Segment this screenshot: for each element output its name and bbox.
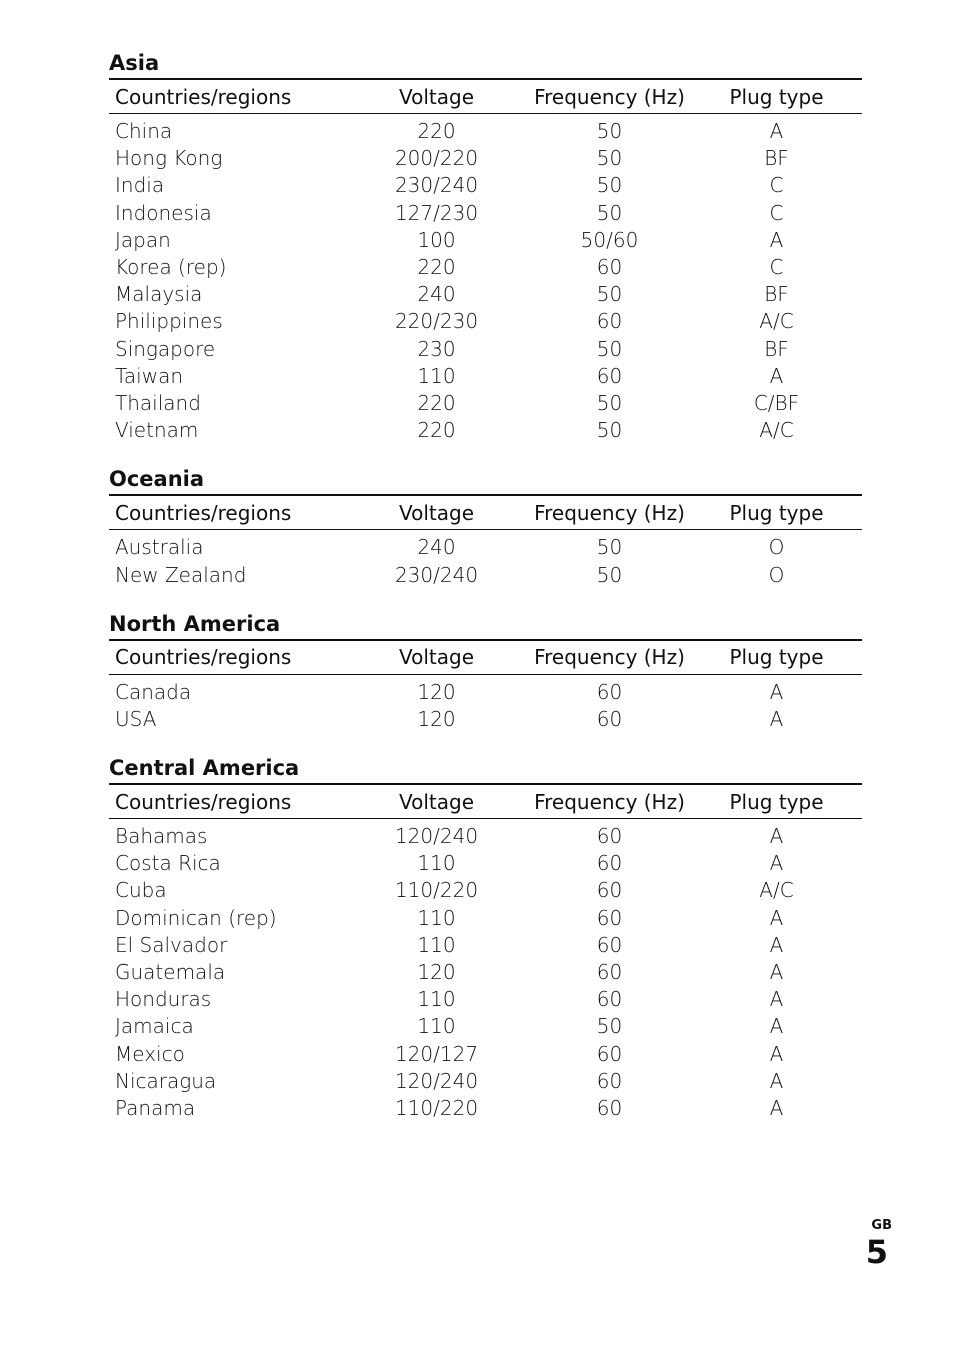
table-row — [109, 905, 862, 932]
plug-type-cell: O — [768, 535, 785, 560]
table-row — [109, 390, 862, 417]
country-cell: USA — [115, 706, 157, 731]
voltage-cell: 120 — [417, 706, 456, 731]
table-row — [109, 145, 862, 172]
region-section — [109, 46, 862, 444]
voltage-cell: 220 — [417, 390, 456, 415]
plug-type-cell: A — [769, 932, 784, 957]
table-header-row — [109, 784, 862, 819]
voltage-cell: 200/220 — [394, 146, 479, 171]
country-cell: Australia — [115, 535, 204, 560]
voltage-cell: 240 — [417, 282, 456, 307]
country-cell: Canada — [115, 679, 192, 704]
region-title: North America — [109, 611, 281, 636]
frequency-cell: 50 — [596, 535, 623, 560]
page-number: 5 — [865, 1233, 888, 1271]
voltage-cell: 220 — [417, 418, 456, 443]
country-cell: Nicaragua — [115, 1068, 217, 1093]
country-cell: Vietnam — [115, 418, 199, 443]
header-plug-type: Plug type — [691, 495, 862, 530]
frequency-cell: 60 — [596, 932, 623, 957]
plug-type-cell: A — [769, 960, 784, 985]
plug-type-cell: A/C — [759, 418, 794, 443]
header-voltage: Voltage — [345, 784, 528, 819]
plug-type-cell: A — [769, 679, 784, 704]
table-row — [109, 1013, 862, 1040]
country-cell: Mexico — [115, 1041, 185, 1066]
frequency-cell: 60 — [596, 878, 623, 903]
voltage-cell: 110/220 — [394, 878, 479, 903]
frequency-cell: 50/60 — [580, 227, 639, 252]
country-cell: Cuba — [115, 878, 167, 903]
frequency-cell: 50 — [596, 146, 623, 171]
voltage-cell: 240 — [417, 535, 456, 560]
country-cell: Hong Kong — [115, 146, 223, 171]
country-cell: Dominican (rep) — [115, 905, 277, 930]
table-row — [109, 706, 862, 733]
plug-type-cell: A — [769, 905, 784, 930]
table-row — [109, 281, 862, 308]
table-row — [109, 336, 862, 363]
plug-type-cell: A — [769, 851, 784, 876]
frequency-cell: 60 — [596, 1068, 623, 1093]
country-cell: Korea (rep) — [115, 255, 227, 280]
voltage-cell: 230/240 — [394, 562, 479, 587]
frequency-cell: 60 — [596, 905, 623, 930]
frequency-cell: 50 — [596, 336, 623, 361]
table-row — [109, 1068, 862, 1095]
table-row — [109, 1095, 862, 1122]
frequency-cell: 60 — [596, 679, 623, 704]
plug-type-cell: A — [769, 1014, 784, 1039]
country-cell: Jamaica — [115, 1014, 194, 1039]
region-title: Central America — [109, 756, 300, 780]
plug-type-cell: C — [769, 200, 784, 225]
plug-type-cell: A — [769, 824, 784, 849]
plug-type-cell: A — [769, 706, 784, 731]
frequency-cell: 50 — [596, 1014, 623, 1039]
region-sections — [109, 46, 862, 1122]
table-row — [109, 877, 862, 904]
table-row — [109, 819, 862, 851]
table-row — [109, 986, 862, 1013]
plug-type-cell: A — [769, 1041, 784, 1066]
country-cell: Costa Rica — [115, 851, 221, 876]
voltage-cell: 120/240 — [394, 1068, 479, 1093]
table-row — [109, 959, 862, 986]
country-cell: Panama — [115, 1095, 196, 1120]
table-row — [109, 850, 862, 877]
table-row — [109, 417, 862, 444]
frequency-cell: 60 — [596, 363, 623, 388]
region-section — [109, 607, 862, 733]
voltage-cell: 220 — [417, 119, 456, 144]
voltage-cell: 110 — [417, 905, 456, 930]
table-row — [109, 674, 862, 706]
country-cell: China — [115, 119, 173, 144]
header-country: Countries/regions — [109, 784, 345, 819]
table-header-row — [109, 79, 862, 114]
table-row — [109, 200, 862, 227]
header-plug-type: Plug type — [691, 784, 862, 819]
country-cell: India — [115, 173, 165, 198]
header-frequency: Frequency (Hz) — [528, 784, 691, 819]
voltage-cell: 230/240 — [394, 173, 479, 198]
frequency-cell: 60 — [596, 960, 623, 985]
country-cell: Honduras — [115, 987, 212, 1012]
voltage-cell: 110 — [417, 932, 456, 957]
table-row — [109, 172, 862, 199]
frequency-cell: 50 — [596, 173, 623, 198]
country-cell: New Zealand — [115, 562, 247, 587]
voltage-cell: 220 — [417, 255, 456, 280]
country-cell: Guatemala — [115, 960, 226, 985]
country-cell: Bahamas — [115, 824, 208, 849]
country-cell: Philippines — [115, 309, 223, 334]
header-country: Countries/regions — [109, 640, 345, 675]
region-section — [109, 462, 862, 588]
plug-type-cell: A/C — [759, 309, 794, 334]
voltage-cell: 120 — [417, 679, 456, 704]
voltage-cell: 110/220 — [394, 1095, 479, 1120]
plug-type-cell: A — [769, 363, 784, 388]
country-cell: Thailand — [115, 390, 201, 415]
frequency-cell: 50 — [596, 390, 623, 415]
header-frequency: Frequency (Hz) — [528, 495, 691, 530]
voltage-cell: 120 — [417, 960, 456, 985]
header-voltage: Voltage — [345, 640, 528, 675]
country-cell: Indonesia — [115, 200, 212, 225]
frequency-cell: 50 — [596, 200, 623, 225]
header-voltage: Voltage — [345, 79, 528, 114]
plug-type-cell: A — [769, 227, 784, 252]
header-plug-type: Plug type — [691, 640, 862, 675]
voltage-cell: 220/230 — [394, 309, 479, 334]
frequency-cell: 60 — [596, 255, 623, 280]
table-row — [109, 530, 862, 562]
voltage-cell: 100 — [417, 227, 456, 252]
table-header-row — [109, 640, 862, 675]
power-table — [109, 639, 862, 733]
table-row — [109, 227, 862, 254]
voltage-cell: 127/230 — [394, 200, 479, 225]
header-plug-type: Plug type — [691, 79, 862, 114]
power-table — [109, 78, 862, 444]
plug-type-cell: O — [768, 562, 785, 587]
header-country: Countries/regions — [109, 79, 345, 114]
plug-type-cell: C/BF — [753, 390, 800, 415]
frequency-cell: 60 — [596, 851, 623, 876]
table-row — [109, 932, 862, 959]
frequency-cell: 50 — [596, 562, 623, 587]
header-voltage: Voltage — [345, 495, 528, 530]
power-table — [109, 783, 862, 1122]
page-content — [109, 46, 862, 1140]
plug-type-cell: BF — [764, 282, 789, 307]
table-row — [109, 114, 862, 146]
voltage-cell: 120/127 — [394, 1041, 479, 1066]
plug-type-cell: C — [769, 173, 784, 198]
table-row — [109, 561, 862, 588]
voltage-cell: 110 — [417, 1014, 456, 1039]
frequency-cell: 50 — [596, 119, 623, 144]
voltage-cell: 110 — [417, 363, 456, 388]
table-row — [109, 363, 862, 390]
frequency-cell: 60 — [596, 987, 623, 1012]
plug-type-cell: A — [769, 987, 784, 1012]
plug-type-cell: A — [769, 119, 784, 144]
plug-type-cell: BF — [764, 336, 789, 361]
frequency-cell: 50 — [596, 418, 623, 443]
voltage-cell: 230 — [417, 336, 456, 361]
header-frequency: Frequency (Hz) — [528, 640, 691, 675]
table-row — [109, 308, 862, 335]
language-code: GB — [871, 1218, 892, 1233]
plug-type-cell: C — [769, 255, 784, 280]
table-row — [109, 1041, 862, 1068]
frequency-cell: 50 — [596, 282, 623, 307]
country-cell: Taiwan — [115, 363, 184, 388]
frequency-cell: 60 — [596, 1095, 623, 1120]
country-cell: Malaysia — [115, 282, 203, 307]
header-frequency: Frequency (Hz) — [528, 79, 691, 114]
region-title: Asia — [109, 51, 160, 75]
power-table — [109, 494, 862, 588]
plug-type-cell: A — [769, 1095, 784, 1120]
region-title: Oceania — [109, 467, 205, 492]
country-cell: Singapore — [115, 336, 216, 361]
voltage-cell: 120/240 — [394, 824, 479, 849]
frequency-cell: 60 — [596, 824, 623, 849]
frequency-cell: 60 — [596, 1041, 623, 1066]
table-row — [109, 254, 862, 281]
voltage-cell: 110 — [417, 851, 456, 876]
country-cell: Japan — [115, 227, 171, 252]
country-cell: El Salvador — [115, 932, 228, 957]
voltage-cell: 110 — [417, 987, 456, 1012]
header-country: Countries/regions — [109, 495, 345, 530]
plug-type-cell: A — [769, 1068, 784, 1093]
table-header-row — [109, 495, 862, 530]
region-section — [109, 751, 862, 1122]
frequency-cell: 60 — [596, 309, 623, 334]
plug-type-cell: A/C — [759, 878, 794, 903]
plug-type-cell: BF — [764, 146, 789, 171]
frequency-cell: 60 — [596, 706, 623, 731]
